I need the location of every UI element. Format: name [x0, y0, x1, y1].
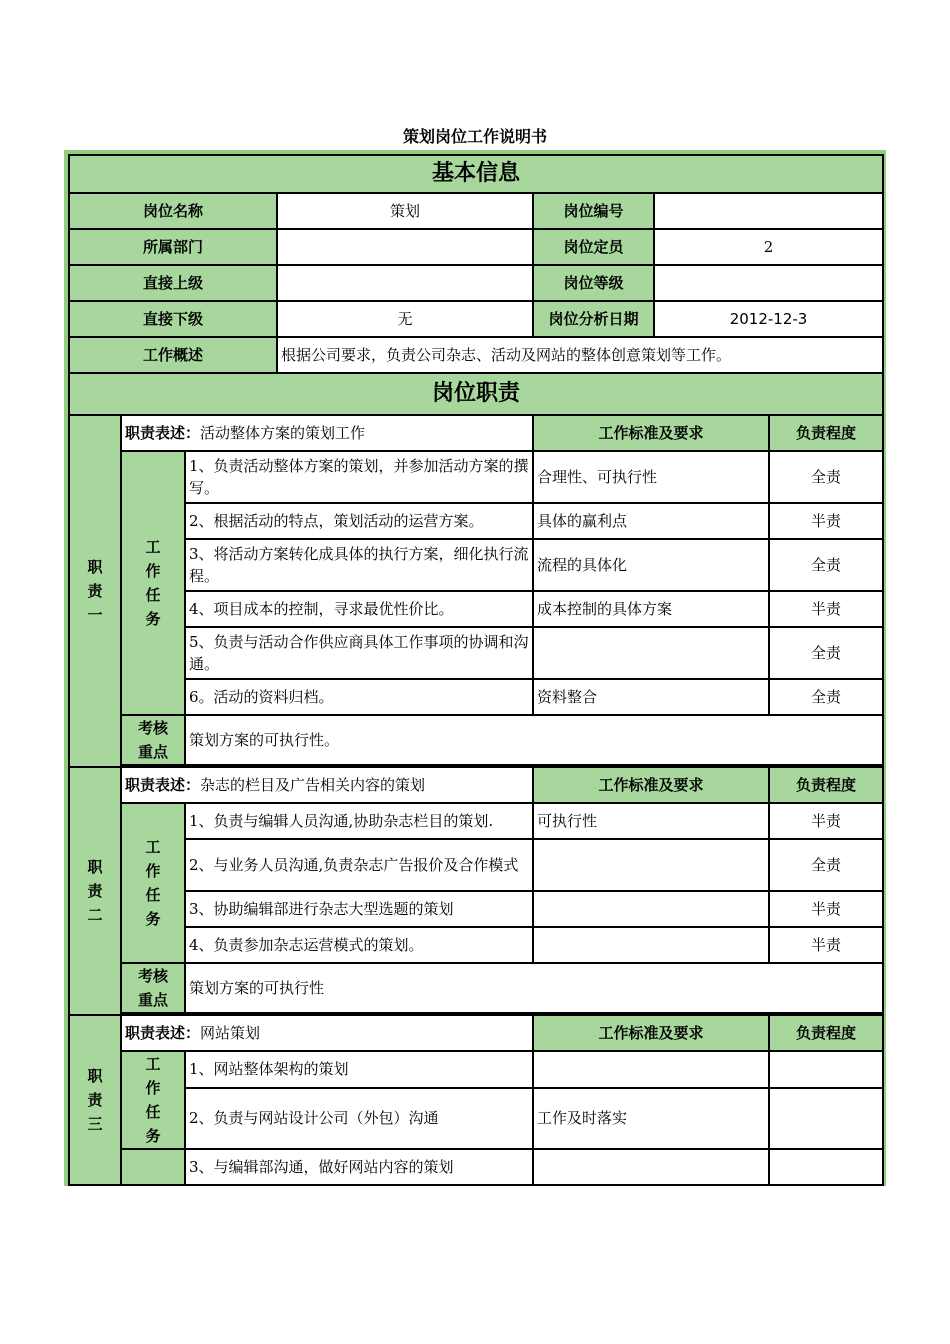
superior-label: 直接上级 [69, 265, 277, 301]
duties-heading: 岗位职责 [69, 373, 883, 415]
task-standard: 成本控制的具体方案 [533, 591, 769, 627]
task-text: 2、与业务人员沟通,负责杂志广告报价及合作模式 [185, 839, 533, 891]
task-level: 全责 [769, 679, 883, 715]
task-standard: 资料整合 [533, 679, 769, 715]
job-description-table [68, 154, 884, 1186]
duty-2-standard-header: 工作标准及要求 [533, 767, 769, 803]
duty-1-label: 职 责 一 [69, 415, 121, 767]
overview-label: 工作概述 [69, 337, 277, 373]
duty-1-description: 职责表述：活动整体方案的策划工作 [121, 415, 533, 451]
superior-value [277, 265, 533, 301]
duty-3-level-header: 负责程度 [769, 1015, 883, 1051]
duty-2-task-label: 工 作 任 务 [121, 803, 185, 963]
duty-3-task-label-cont [121, 1149, 185, 1185]
task-text: 1、负责与编辑人员沟通,协助杂志栏目的策划. [185, 803, 533, 839]
task-level: 半责 [769, 927, 883, 963]
duty-2-description: 职责表述：杂志的栏目及广告相关内容的策划 [121, 767, 533, 803]
task-standard: 工作及时落实 [533, 1088, 769, 1149]
duty-1-task-label: 工 作 任 务 [121, 451, 185, 715]
task-text: 1、负责活动整体方案的策划，并参加活动方案的撰写。 [185, 451, 533, 503]
task-level: 全责 [769, 627, 883, 679]
analysis-date-value: 2012-12-3 [654, 301, 883, 337]
task-level: 全责 [769, 839, 883, 891]
task-text: 6。活动的资料归档。 [185, 679, 533, 715]
task-level: 半责 [769, 891, 883, 927]
task-level: 全责 [769, 451, 883, 503]
task-text: 4、项目成本的控制，寻求最优性价比。 [185, 591, 533, 627]
grade-label: 岗位等级 [533, 265, 654, 301]
duty-3-standard-header: 工作标准及要求 [533, 1015, 769, 1051]
task-text: 5、负责与活动合作供应商具体工作事项的协调和沟通。 [185, 627, 533, 679]
task-text: 2、负责与网站设计公司（外包）沟通 [185, 1088, 533, 1149]
duty-1-assess-label: 考核 重点 [121, 715, 185, 765]
duty-3-task-label: 工 作 任 务 [121, 1051, 185, 1149]
analysis-date-label: 岗位分析日期 [533, 301, 654, 337]
task-level: 半责 [769, 503, 883, 539]
task-standard [533, 1051, 769, 1088]
basic-info-heading: 基本信息 [69, 155, 883, 193]
department-label: 所属部门 [69, 229, 277, 265]
position-name-value: 策划 [277, 193, 533, 229]
task-text: 4、负责参加杂志运营模式的策划。 [185, 927, 533, 963]
task-text: 3、与编辑部沟通，做好网站内容的策划 [185, 1149, 533, 1185]
task-standard: 可执行性 [533, 803, 769, 839]
task-text: 2、根据活动的特点，策划活动的运营方案。 [185, 503, 533, 539]
position-code-value [654, 193, 883, 229]
task-text: 3、协助编辑部进行杂志大型选题的策划 [185, 891, 533, 927]
overview-value: 根据公司要求，负责公司杂志、活动及网站的整体创意策划等工作。 [277, 337, 883, 373]
task-standard [533, 927, 769, 963]
grade-value [654, 265, 883, 301]
duty-3-label: 职 责 三 [69, 1015, 121, 1185]
job-description-sheet [64, 150, 886, 1186]
task-standard: 具体的赢利点 [533, 503, 769, 539]
document-title: 策划岗位工作说明书 [402, 127, 547, 146]
position-name-label: 岗位名称 [69, 193, 277, 229]
subordinate-value: 无 [277, 301, 533, 337]
department-value [277, 229, 533, 265]
duty-3-description: 职责表述：网站策划 [121, 1015, 533, 1051]
task-standard: 流程的具体化 [533, 539, 769, 591]
headcount-label: 岗位定员 [533, 229, 654, 265]
duty-1-level-header: 负责程度 [769, 415, 883, 451]
task-level: 全责 [769, 539, 883, 591]
task-level [769, 1051, 883, 1088]
subordinate-label: 直接下级 [69, 301, 277, 337]
duty-2-assess-label: 考核 重点 [121, 963, 185, 1013]
headcount-value: 2 [654, 229, 883, 265]
duty-2-level-header: 负责程度 [769, 767, 883, 803]
task-level: 半责 [769, 803, 883, 839]
task-text: 3、将活动方案转化成具体的执行方案，细化执行流程。 [185, 539, 533, 591]
task-level [769, 1149, 883, 1185]
duty-1-standard-header: 工作标准及要求 [533, 415, 769, 451]
task-level: 半责 [769, 591, 883, 627]
duty-2-assessment: 策划方案的可执行性 [185, 963, 883, 1013]
task-level [769, 1088, 883, 1149]
task-standard [533, 1149, 769, 1185]
duty-2-label: 职 责 二 [69, 767, 121, 1015]
task-standard [533, 627, 769, 679]
position-code-label: 岗位编号 [533, 193, 654, 229]
task-standard [533, 891, 769, 927]
task-text: 1、网站整体架构的策划 [185, 1051, 533, 1088]
task-standard: 合理性、可执行性 [533, 451, 769, 503]
task-standard [533, 839, 769, 891]
duty-1-assessment: 策划方案的可执行性。 [185, 715, 883, 765]
